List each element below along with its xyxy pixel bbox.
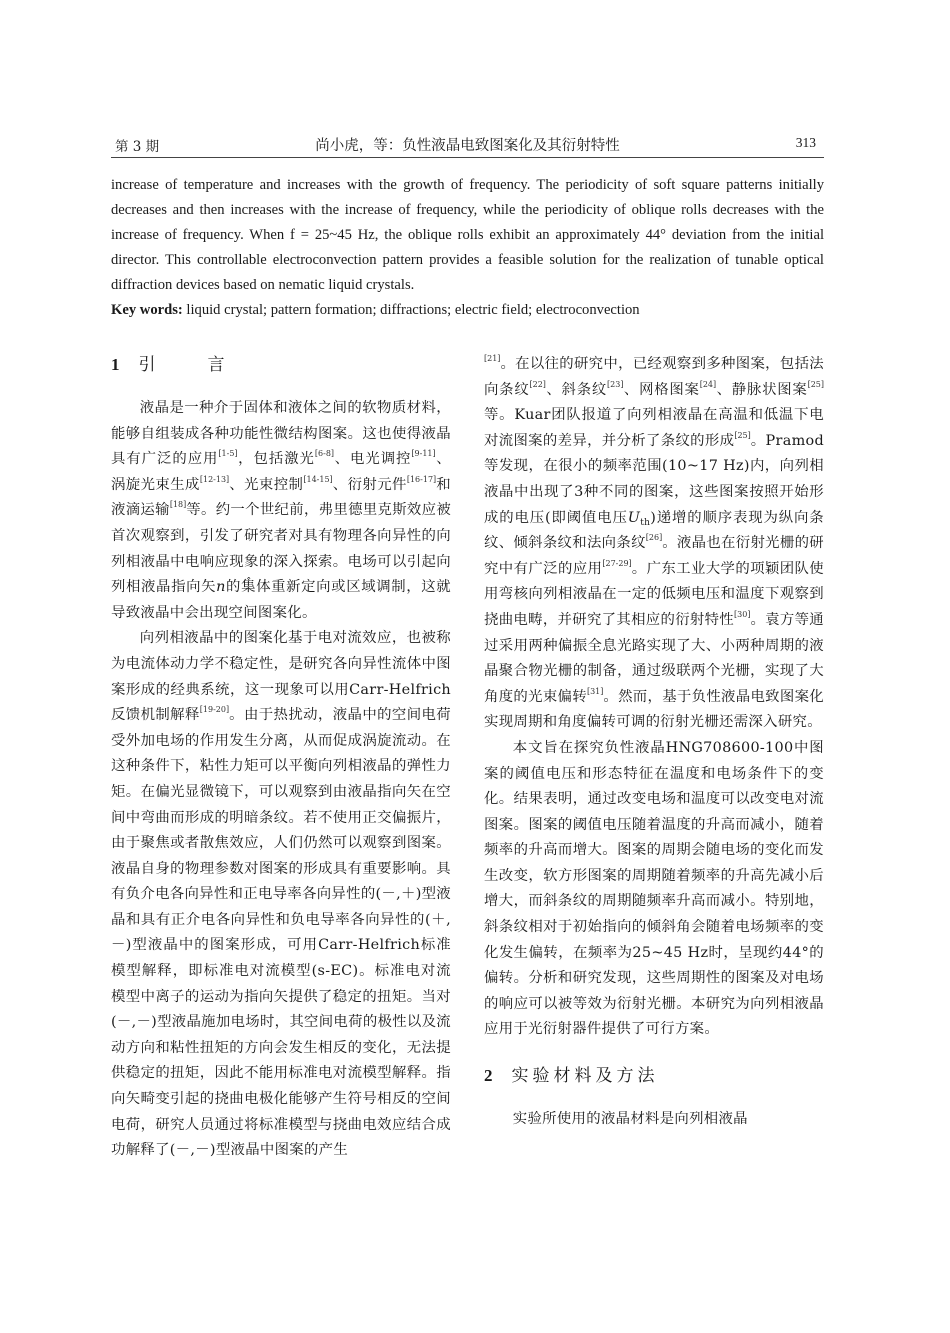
keywords-text: liquid crystal; pattern formation; diffractions; electric field; electroconvection [186, 302, 640, 318]
citation[interactable]: [25] [807, 379, 824, 389]
threshold-voltage-symbol: U [627, 509, 641, 526]
citation[interactable]: [16-17] [406, 474, 437, 484]
section-2-number: 2 [484, 1066, 494, 1086]
citation[interactable]: [1-5] [218, 449, 238, 459]
section-1-number: 1 [111, 355, 121, 374]
keywords-line [111, 298, 824, 323]
section-1-title: 引言 [138, 355, 277, 375]
left-column [111, 352, 451, 1164]
citation[interactable]: [30] [734, 609, 751, 619]
citation[interactable]: [31] [586, 686, 604, 696]
section-2-title: 实验材料及方法 [511, 1066, 659, 1087]
section-1-heading [111, 352, 451, 378]
abstract-text: increase of temperature and increases with the growth of frequency. The periodicity of soft square patterns initially decreases and then increases with the increase of frequency, while the periodicity of oblique rolls decreases with the increase of frequency. When f = 25~45 Hz, the oblique rolls exhibit an approximately 44° deviation from the initial director. This controllable electroconvection pattern provides a feasible solution for the realization of tunable optical diffraction devices based on nematic liquid crystals. [111, 177, 824, 293]
citation[interactable]: [25] [734, 430, 751, 440]
keywords-label: Key words [111, 302, 178, 318]
citation[interactable]: [19-20] [199, 705, 230, 715]
citation[interactable]: [23] [607, 379, 624, 389]
methods-paragraph-1: 实验所使用的液晶材料是向列相液晶 [512, 1111, 748, 1128]
citation[interactable]: [21] [484, 354, 501, 363]
running-title: 尚小虎，等：负性液晶电致图案化及其衍射特性 [315, 138, 620, 154]
citation[interactable]: [14-15] [303, 474, 333, 484]
intro-paragraph-2-continued: [21]。在以往的研究中，已经观察到多种图案，包括法向条纹[22]、斜条纹[23]、网格图案[24]、静脉状图案[25]等。Kuar团队报道了向列相液晶在高温和低温下电对流图案的差异，并分析了条纹的形成[25]。Pramod等发现，在很小的频率范围(10~17 Hz)内，向列相液晶中出现了3种不同的图案，这些图案按照开始形成的电压(即阈值电压$U_{th}$)递增的顺序表现为纵向条纹、倾斜条纹和法向条纹[26]。液晶也在衍射光栅的研究中有广泛的应用[27-29]。广东工业大学的项颖团队使用弯核向列相液晶在一定的低频电压和温度下观察到挠曲电畴，并研究了其相应的衍射特性[30]。袁方等通过采用两种偏振全息光路实现了大、小两种周期的液晶聚合物光栅的制备，通过级联两个光栅，实现了大角度的光束偏转[31]。然而，基于负性液晶电致图案化实现周期和角度偏转可调的衍射光栅还需深入研究。 [484, 354, 824, 731]
keywords-separator: : [177, 302, 183, 318]
page-number: 313 [795, 135, 816, 150]
intro-paragraph-2: 向列相液晶中的图案化基于电对流效应，也被称为电流体动力学不稳定性，是研究各向异性流体中图案形成的经典系统，这一现象可以用Carr-Helfrich反馈机制解释[19-20]。由于热扰动，液晶中的空间电荷受外加电场的作用发生分离，从而促成涡旋流动。在这种条件下，粘性力矩可以平衡向列相液晶的弹性力矩。在偏光显微镜下，可以观察到由液晶指向矢在空间中弯曲而形成的明暗条纹。若不使用正交偏振片，由于聚焦或者散焦效应，人们仍然可以观察到图案。液晶自身的物理参数对图案的形成具有重要影响。具有负介电各向异性和正电导率各向异性的(－,＋)型液晶和具有正介电各向异性和负电导率各向异性的(＋,－)型液晶中的图案形成，可用Carr-Helfrich标准模型解释，即标准电对流模型(s-EC)。标准电对流模型中离子的运动为指向矢提供了稳定的扭矩。当对(－,－)型液晶施加电场时，其空间电荷的极性以及流动方向和粘性扭矩的方向会发生相反的变化，无法提供稳定的扭矩，因此不能用标准电对流模型解释。指向矢畸变引起的挠曲电极化能够产生符号相反的空间电荷，研究人员通过将标准模型与挠曲电效应结合成功解释了(－,－)型液晶中图案的产生 [111, 630, 451, 1159]
running-header [111, 131, 824, 158]
citation[interactable]: [27-29] [602, 558, 632, 568]
citation[interactable]: [18] [169, 500, 187, 510]
abstract-block [111, 173, 824, 323]
section-2-heading [484, 1063, 824, 1089]
citation[interactable]: [6-8] [314, 449, 335, 459]
citation[interactable]: [22] [529, 379, 546, 389]
citation[interactable]: [24] [699, 379, 717, 389]
citation[interactable]: [26] [645, 533, 663, 543]
citation[interactable]: [12-13] [199, 474, 230, 484]
intro-paragraph-3: 本文旨在探究负性液晶HNG708600-100中图案的阈值电压和形态特征在温度和电场条件下的变化。结果表明，通过改变电场和温度可以改变电对流图案。图案的阈值电压随着温度的升高而减小，随着频率的升高而增大。图案的周期会随电场的变化而发生改变，软方形图案的周期随着频率的升高先减小后增大，而斜条纹的周期随频率升高而减小。特别地，斜条纹相对于初始指向的倾斜角会随着电场频率的变化发生偏转，在频率为25~45 Hz时，呈现约44°的偏转。分析和研究发现，这些周期性的图案及对电场的响应可以被等效为衍射光栅。本研究为向列相液晶应用于光衍射器件提供了可行方案。 [484, 739, 824, 1038]
intro-paragraph-1: 液晶是一种介于固体和液体之间的软物质材料，能够自组装成各种功能性微结构图案。这也使得液晶具有广泛的应用[1-5]，包括激光[6-8]、电光调控[9-11]、涡旋光束生成[12-13]、光束控制[14-15]、衍射元件[16-17]和液滴运输[18]等。约一个世纪前，弗里德里克斯效应被首次观察到，引发了研究者对具有物理各向异性的向列相液晶中电响应现象的深入探索。电场可以引起向列相液晶指向矢n ˆ的集体重新定向或区域调制，这就导致液晶中会出现空间图案化。 [111, 396, 451, 626]
right-column [484, 352, 824, 1133]
director-symbol: n ˆ [216, 579, 226, 595]
issue-number: 第 3 期 [115, 139, 160, 155]
citation[interactable]: [9-11] [411, 449, 436, 459]
